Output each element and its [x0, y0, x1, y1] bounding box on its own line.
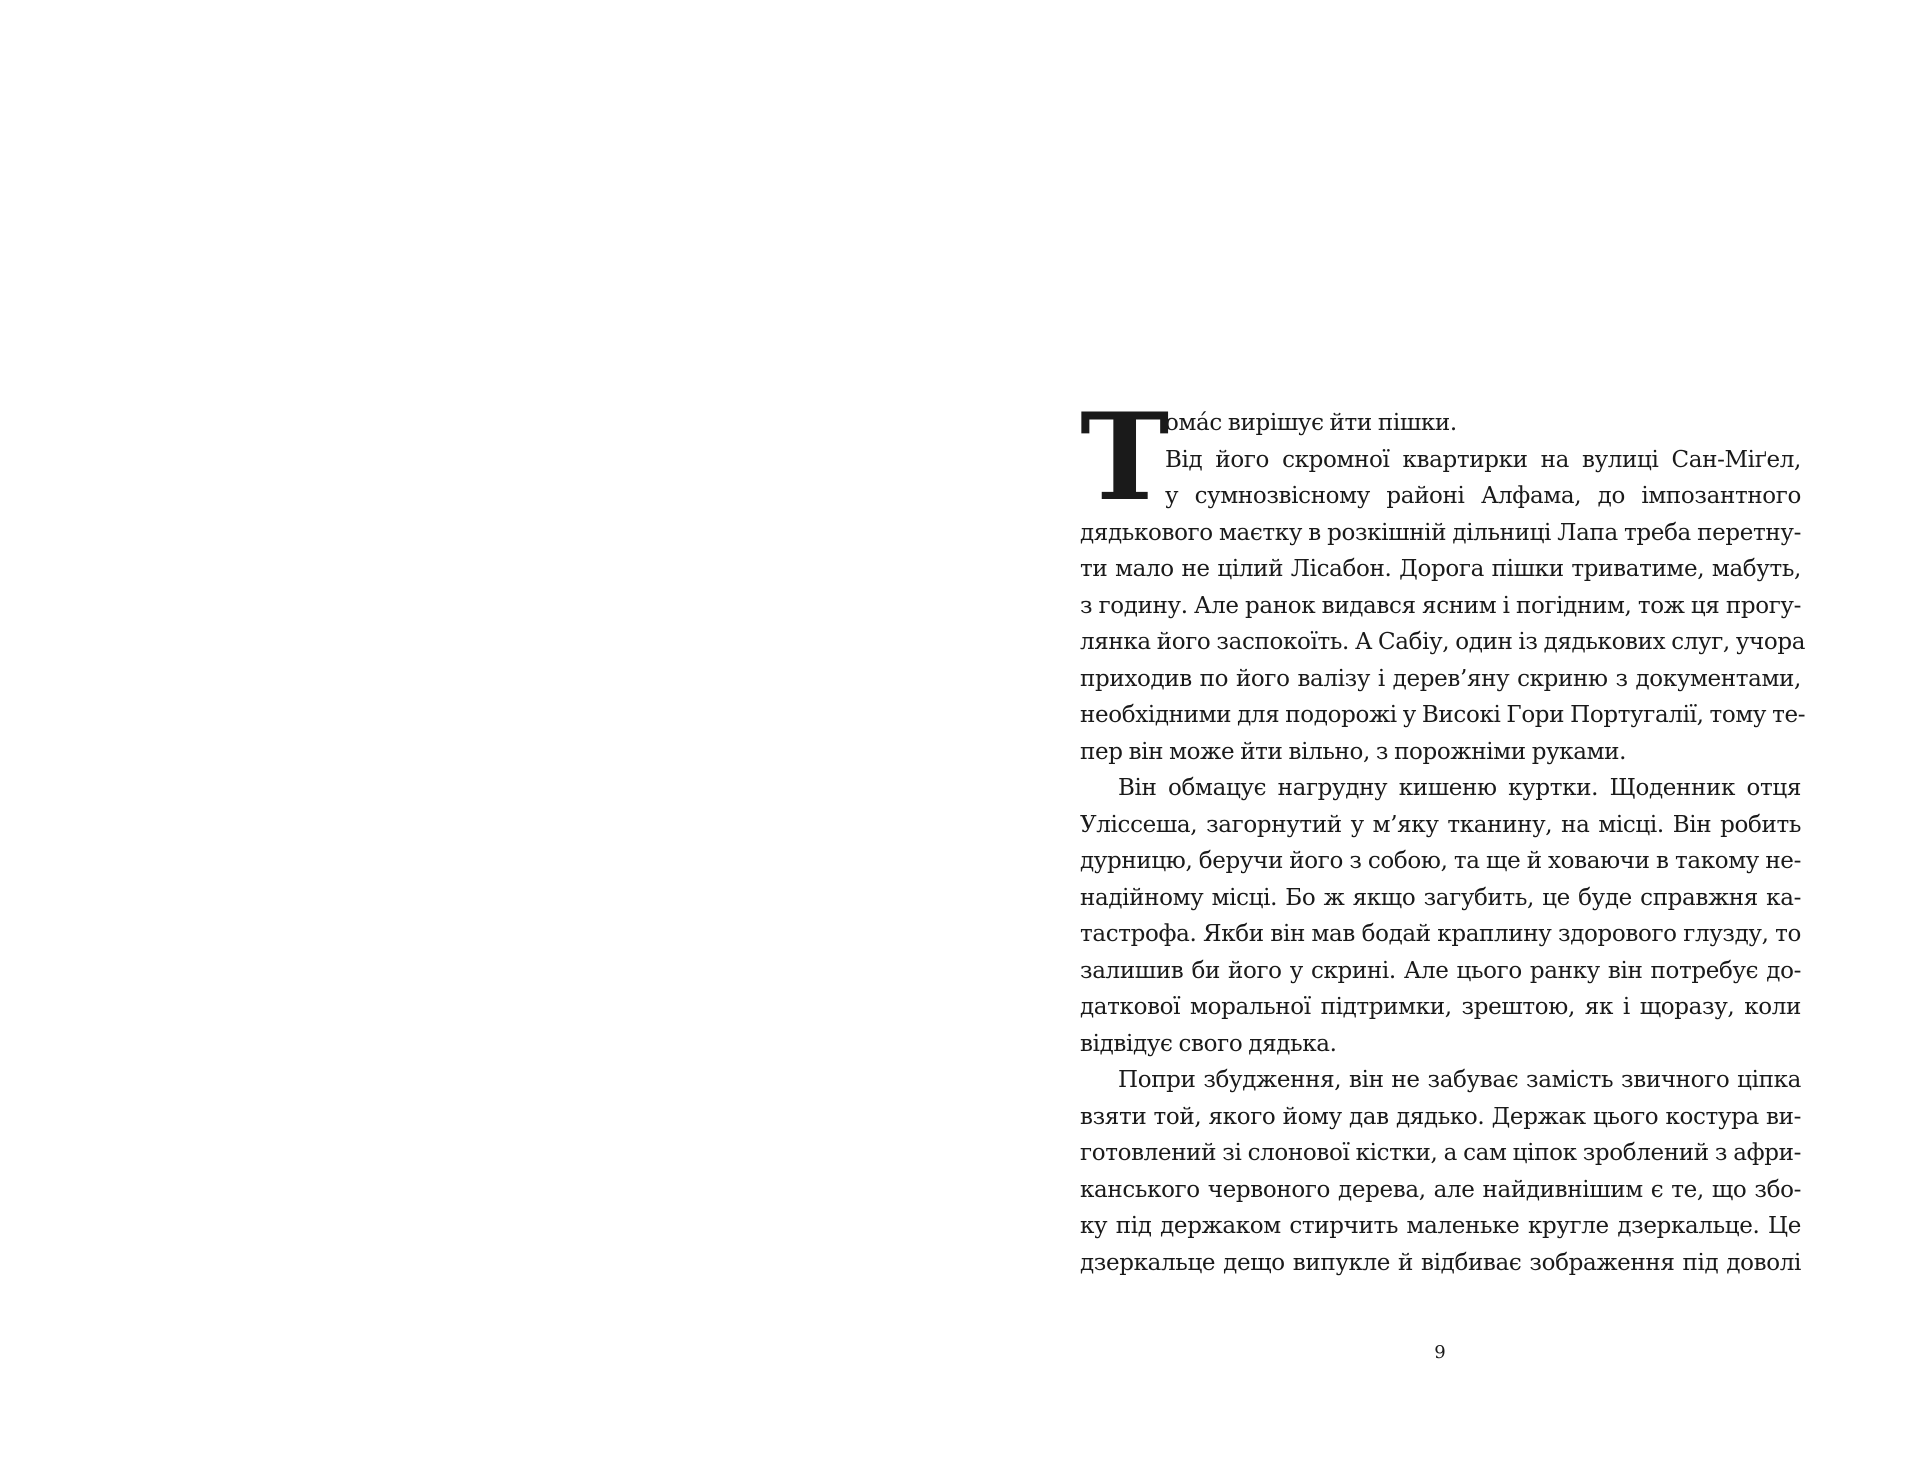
text-line: дзеркальце дещо випукле й відбиває зображення під доволі	[1080, 1249, 1801, 1276]
body-text	[1080, 387, 1806, 1281]
text-line: дядькового маєтку в розкішній дільниці Лапа треба перетну-	[1080, 519, 1801, 546]
text-line: залишив би його у скрині. Але цього ранку він потребує до-	[1080, 957, 1801, 984]
right-page	[960, 0, 1920, 1477]
text-line: приходив по його валізу і дерев’яну скриню з документами,	[1080, 665, 1801, 692]
text-line: з годину. Але ранок видався ясним і погідним, тож ця прогу-	[1080, 592, 1801, 619]
text-line: готовлений зі слонової кістки, а сам ціпок зроблений з афри-	[1080, 1140, 1801, 1166]
page-number: 9	[1434, 1342, 1446, 1363]
text-line: даткової моральної підтримки, зрештою, як і щоразу, коли	[1080, 994, 1801, 1020]
drop-cap: Т	[1080, 387, 1170, 528]
text-line: дурницю, беручи його з собою, та ще й ховаючи в такому не-	[1080, 848, 1801, 874]
text-line: ти мало не цілий Лісабон. Дорога пішки триватиме, мабуть,	[1080, 556, 1801, 582]
text-line: відвідує свого дядька.	[1080, 1030, 1337, 1057]
text-line: взяти той, якого йому дав дядько. Держак цього костура ви-	[1080, 1103, 1801, 1130]
text-line: Від його скромної квартирки на вулиці Сан-Міґел,	[1165, 446, 1801, 473]
text-line: Він обмацує нагрудну кишеню куртки. Щоденник отця	[1118, 775, 1801, 801]
text-line: Уліссеша, загорнутий у м’яку тканину, на місці. Він робить	[1080, 811, 1801, 838]
text-line: ку під держаком стирчить маленьке кругле дзеркальце. Це	[1080, 1213, 1801, 1239]
text-line: у сумнозвісному районі Алфама, до імпозантного	[1165, 483, 1801, 509]
text-line: ома́с вирішує йти пішки.	[1165, 410, 1457, 436]
text-line: надійному місці. Бо ж якщо загубить, це буде справжня ка-	[1080, 884, 1801, 911]
text-line: канського червоного дерева, але найдивнішим є те, що збо-	[1080, 1176, 1801, 1203]
text-line: необхідними для подорожі у Високі Гори Португалії, тому те-	[1080, 702, 1806, 728]
text-line: лянка його заспокоїть. А Сабіу, один із дядькових слуг, учора	[1080, 629, 1806, 655]
text-line: пер він може йти вільно, з порожніми руками.	[1080, 738, 1627, 765]
text-line: Попри збудження, він не забуває замість звичного ціпка	[1118, 1067, 1801, 1093]
text-line: тастрофа. Якби він мав бодай краплину здорового глузду, то	[1080, 921, 1801, 947]
